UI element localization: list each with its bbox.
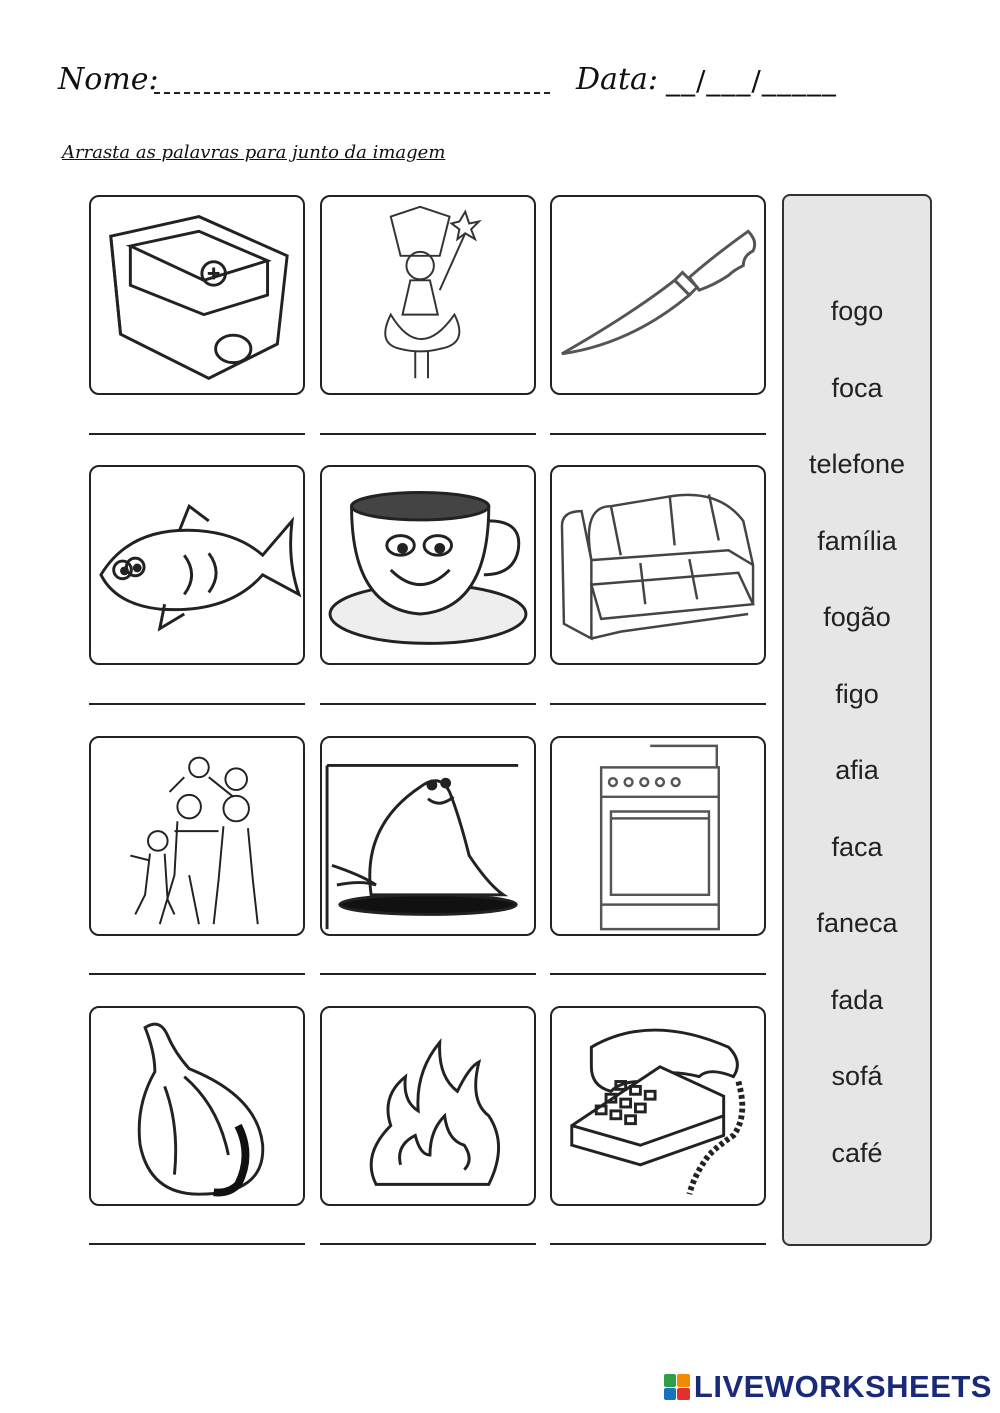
logo-square: [677, 1388, 690, 1401]
fairy-icon: [322, 197, 534, 393]
fire-icon: [322, 1008, 534, 1204]
family-icon: [91, 738, 303, 934]
name-field[interactable]: [154, 92, 550, 94]
date-label: Data:: [576, 62, 658, 97]
word-sofa[interactable]: sofá: [831, 1061, 883, 1091]
logo-square: [677, 1374, 690, 1387]
answer-line[interactable]: [89, 703, 305, 705]
image-card-seal: [320, 736, 536, 936]
image-card-sharpener: [89, 195, 305, 395]
instruction-text: Arrasta as palavras para junto da imagem: [62, 142, 446, 163]
image-card-telephone: [550, 1006, 766, 1206]
fig-icon: [91, 1008, 303, 1204]
answer-line[interactable]: [320, 703, 536, 705]
image-card-fairy: [320, 195, 536, 395]
logo-square: [664, 1388, 677, 1401]
image-card-fig: [89, 1006, 305, 1206]
knife-icon: [552, 197, 764, 393]
word-familia[interactable]: família: [817, 526, 897, 556]
logo-square: [664, 1374, 677, 1387]
word-telefone[interactable]: telefone: [808, 449, 906, 479]
logo-text: LIVEWORKSHEETS: [693, 1369, 992, 1404]
image-card-coffee: [320, 465, 536, 665]
name-label: Nome:: [58, 62, 159, 97]
answer-line[interactable]: [89, 973, 305, 975]
answer-line[interactable]: [550, 433, 766, 435]
coffee-cup-icon: [322, 467, 534, 663]
image-card-sofa: [550, 465, 766, 665]
image-card-family: [89, 736, 305, 936]
telephone-icon: [552, 1008, 764, 1204]
answer-line[interactable]: [89, 1243, 305, 1245]
stove-icon: [552, 738, 764, 934]
answer-line[interactable]: [89, 433, 305, 435]
word-faca[interactable]: faca: [831, 832, 883, 862]
liveworksheets-logo-icon: [664, 1374, 690, 1400]
word-afia[interactable]: afia: [835, 755, 879, 785]
date-field[interactable]: __/___/_____: [666, 64, 837, 97]
image-card-fish: [89, 465, 305, 665]
word-fogao[interactable]: fogão: [823, 602, 891, 632]
word-fada[interactable]: fada: [830, 985, 884, 1015]
word-fogo[interactable]: fogo: [830, 296, 884, 326]
answer-line[interactable]: [550, 1243, 766, 1245]
word-bank: [782, 194, 932, 1246]
image-card-fire: [320, 1006, 536, 1206]
image-card-stove: [550, 736, 766, 936]
word-foca[interactable]: foca: [831, 373, 883, 403]
header: [58, 62, 918, 112]
answer-line[interactable]: [320, 973, 536, 975]
word-faneca[interactable]: faneca: [816, 908, 898, 938]
answer-line[interactable]: [320, 433, 536, 435]
word-figo[interactable]: figo: [835, 679, 879, 709]
liveworksheets-logo[interactable]: [664, 1369, 992, 1405]
image-card-knife: [550, 195, 766, 395]
pencil-sharpener-icon: [91, 197, 303, 393]
word-cafe[interactable]: café: [831, 1138, 883, 1168]
seal-icon: [322, 738, 534, 934]
sofa-icon: [552, 467, 764, 663]
answer-line[interactable]: [550, 973, 766, 975]
fish-icon: [91, 467, 303, 663]
answer-line[interactable]: [320, 1243, 536, 1245]
answer-line[interactable]: [550, 703, 766, 705]
